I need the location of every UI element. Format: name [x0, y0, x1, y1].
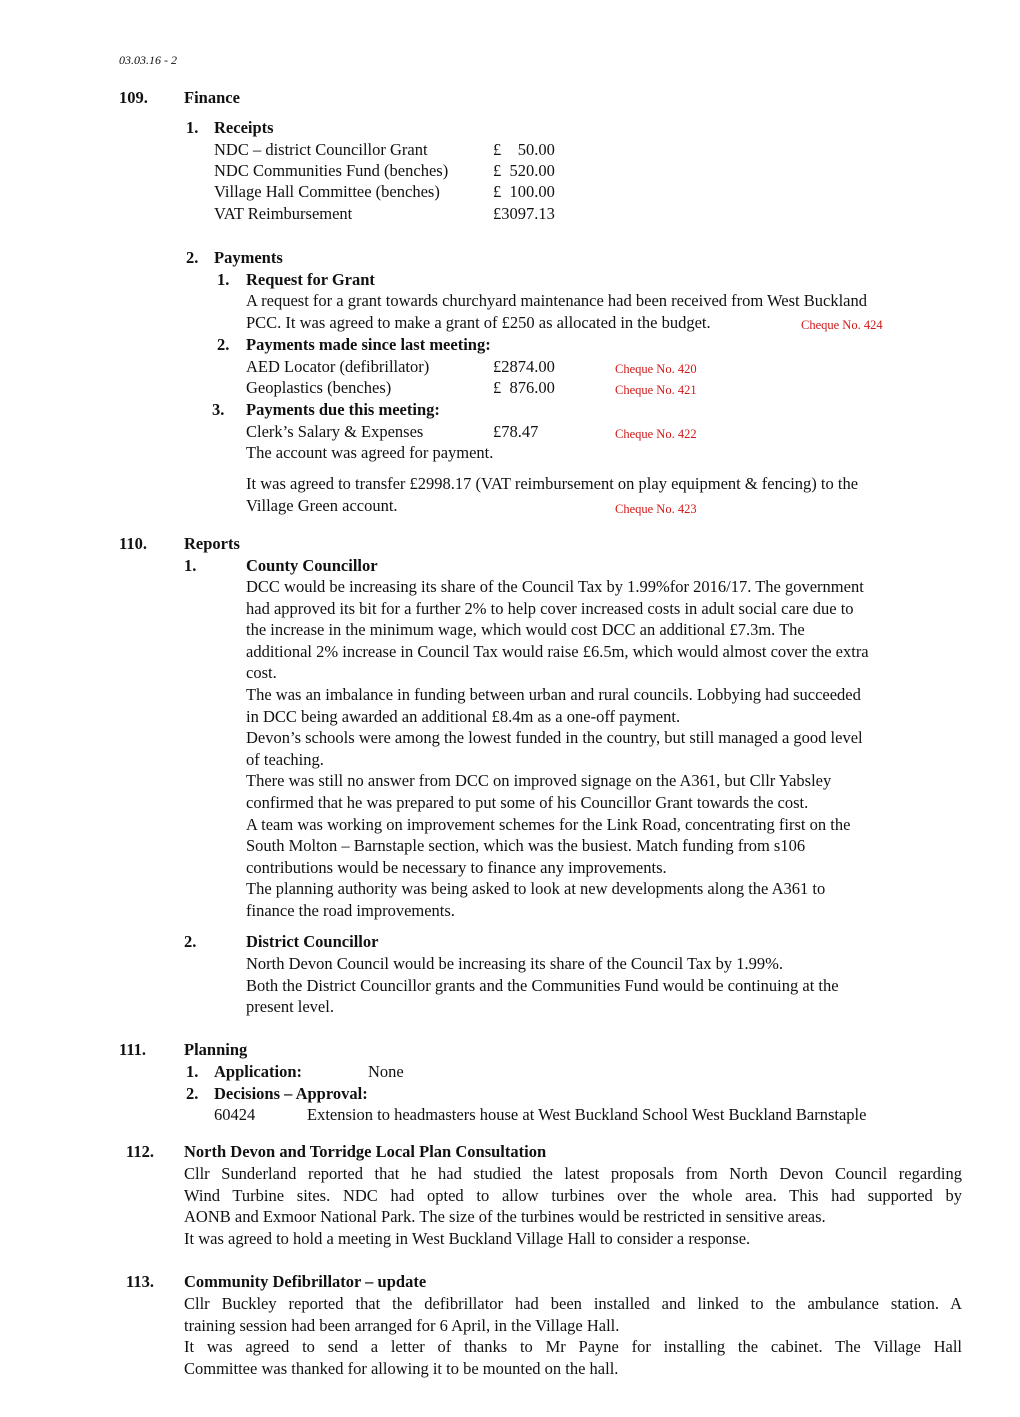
decisions-label: Decisions – Approval:: [214, 1084, 368, 1103]
section-title-finance: Finance: [184, 88, 240, 107]
decision-description: Extension to headmasters house at West Buckland School West Buckland Barnstaple: [307, 1105, 867, 1124]
report-line: DCC would be increasing its share of the Council Tax by 1.99%for 2016/17. The government: [246, 577, 864, 596]
report-line: North Devon Council would be increasing its share of the Council Tax by 1.99%.: [246, 954, 783, 973]
report-line: cost.: [246, 663, 277, 683]
grant-heading: Request for Grant: [246, 270, 375, 289]
cheque-number: Cheque No. 420: [615, 362, 697, 376]
since-number: 2.: [217, 335, 230, 354]
document-reference: 03.03.16 - 2: [119, 53, 177, 67]
payments-heading: Payments: [214, 248, 283, 267]
report-line: in DCC being awarded an additional £8.4m as a one-off payment.: [246, 706, 681, 726]
report-line: South Molton – Barnstaple section, which was the busiest. Match funding from s106: [246, 836, 806, 856]
decision-ref: 60424: [214, 1105, 256, 1124]
due-number: 3.: [212, 400, 225, 419]
paragraph-line: training session had been arranged for 6 April, in the Village Hall.: [184, 1315, 620, 1335]
since-heading: Payments made since last meeting:: [246, 335, 491, 354]
receipt-label: NDC – district Councillor Grant: [214, 140, 428, 159]
report-line: The was an imbalance in funding between urban and rural councils. Lobbying had succeeded: [246, 684, 861, 704]
grant-text: PCC. It was agreed to make a grant of £250 as allocated in the budget.: [246, 313, 711, 332]
payment-amount: £78.47: [493, 422, 539, 441]
paragraph-line: Cllr Buckley reported that the defibrillator had been installed and linked to the ambulance station. A: [184, 1294, 962, 1313]
receipt-amount: £ 520.00: [493, 161, 555, 180]
decisions-number: 2.: [186, 1084, 199, 1103]
report-line: There was still no answer from DCC on improved signage on the A361, but Cllr Yabsley: [246, 771, 832, 791]
section-number-109: 109.: [119, 88, 148, 107]
report-line: of teaching.: [246, 749, 324, 769]
receipt-amount: £ 50.00: [493, 140, 555, 159]
receipts-number: 1.: [186, 118, 199, 137]
paragraph-line: It was agreed to send a letter of thanks to Mr Payne for installing the cabinet. The Village Hall: [184, 1337, 962, 1357]
county-number: 1.: [184, 556, 197, 575]
district-number: 2.: [184, 932, 197, 951]
report-line: additional 2% increase in Council Tax would raise £6.5m, which would almost cover the extra: [246, 641, 869, 661]
district-councillor-report: [246, 953, 976, 1018]
payment-label: Clerk’s Salary & Expenses: [246, 422, 424, 441]
report-line: present level.: [246, 997, 334, 1017]
transfer-text: Village Green account.: [246, 496, 398, 515]
receipt-amount: £ 100.00: [493, 182, 555, 201]
application-number: 1.: [186, 1062, 199, 1081]
section-title-reports: Reports: [184, 534, 240, 553]
section-number-113: 113.: [126, 1272, 154, 1291]
application-label: Application:: [214, 1062, 303, 1081]
paragraph-line: Committee was thanked for allowing it to be mounted on the hall.: [184, 1358, 619, 1378]
local-plan-text: [184, 1163, 962, 1249]
report-line: A team was working on improvement schemes for the Link Road, concentrating first on the: [246, 814, 851, 834]
receipt-label: VAT Reimbursement: [214, 204, 353, 223]
report-line: confirmed that he was prepared to put some of his Councillor Grant towards the cost.: [246, 792, 809, 812]
payment-agreed-text: The account was agreed for payment.: [246, 443, 494, 462]
grant-number: 1.: [217, 270, 230, 289]
cheque-number: Cheque No. 422: [615, 427, 697, 441]
county-councillor-report: [246, 576, 976, 922]
section-title-local-plan: North Devon and Torridge Local Plan Consultation: [184, 1142, 547, 1161]
receipt-label: Village Hall Committee (benches): [214, 182, 440, 201]
county-heading: County Councillor: [246, 556, 378, 575]
payment-label: Geoplastics (benches): [246, 378, 392, 397]
cheque-number: Cheque No. 421: [615, 383, 697, 397]
application-value: None: [368, 1062, 404, 1081]
report-line: had approved its bit for a further 2% to help cover increased costs in adult social care due to: [246, 598, 854, 618]
paragraph-line: Wind Turbine sites. NDC had opted to allow turbines over the whole area. This had supported by: [184, 1185, 962, 1205]
defibrillator-text: [184, 1293, 962, 1379]
report-line: The planning authority was being asked to look at new developments along the A361 to: [246, 879, 826, 899]
report-line: contributions would be necessary to finance any improvements.: [246, 857, 667, 877]
report-line: the increase in the minimum wage, which would cost DCC an additional £7.3m. The: [246, 620, 805, 640]
receipts-heading: Receipts: [214, 118, 274, 137]
receipt-label: NDC Communities Fund (benches): [214, 161, 449, 180]
paragraph-line: It was agreed to hold a meeting in West Buckland Village Hall to consider a response.: [184, 1228, 751, 1248]
paragraph-line: Cllr Sunderland reported that he had studied the latest proposals from North Devon Council regarding: [184, 1164, 962, 1183]
section-number-110: 110.: [119, 534, 147, 553]
report-line: Both the District Councillor grants and the Communities Fund would be continuing at the: [246, 975, 839, 995]
section-title-defibrillator: Community Defibrillator – update: [184, 1272, 427, 1291]
report-line: finance the road improvements.: [246, 900, 455, 920]
payment-amount: £ 876.00: [493, 378, 555, 397]
section-number-111: 111.: [119, 1040, 147, 1059]
transfer-text: It was agreed to transfer £2998.17 (VAT reimbursement on play equipment & fencing) to the: [246, 474, 859, 493]
section-title-planning: Planning: [184, 1040, 248, 1059]
payments-number: 2.: [186, 248, 199, 267]
due-heading: Payments due this meeting:: [246, 400, 440, 419]
cheque-number: Cheque No. 423: [615, 502, 697, 516]
cheque-number: Cheque No. 424: [801, 318, 883, 332]
payment-amount: £2874.00: [493, 357, 555, 376]
section-number-112: 112.: [126, 1142, 154, 1161]
district-heading: District Councillor: [246, 932, 379, 951]
paragraph-line: AONB and Exmoor National Park. The size of the turbines would be restricted in sensitive areas.: [184, 1207, 826, 1227]
payment-label: AED Locator (defibrillator): [246, 357, 430, 376]
receipt-amount: £3097.13: [493, 204, 555, 223]
grant-text: A request for a grant towards churchyard maintenance had been received from West Buckland: [246, 291, 867, 310]
report-line: Devon’s schools were among the lowest funded in the country, but still managed a good level: [246, 728, 863, 748]
